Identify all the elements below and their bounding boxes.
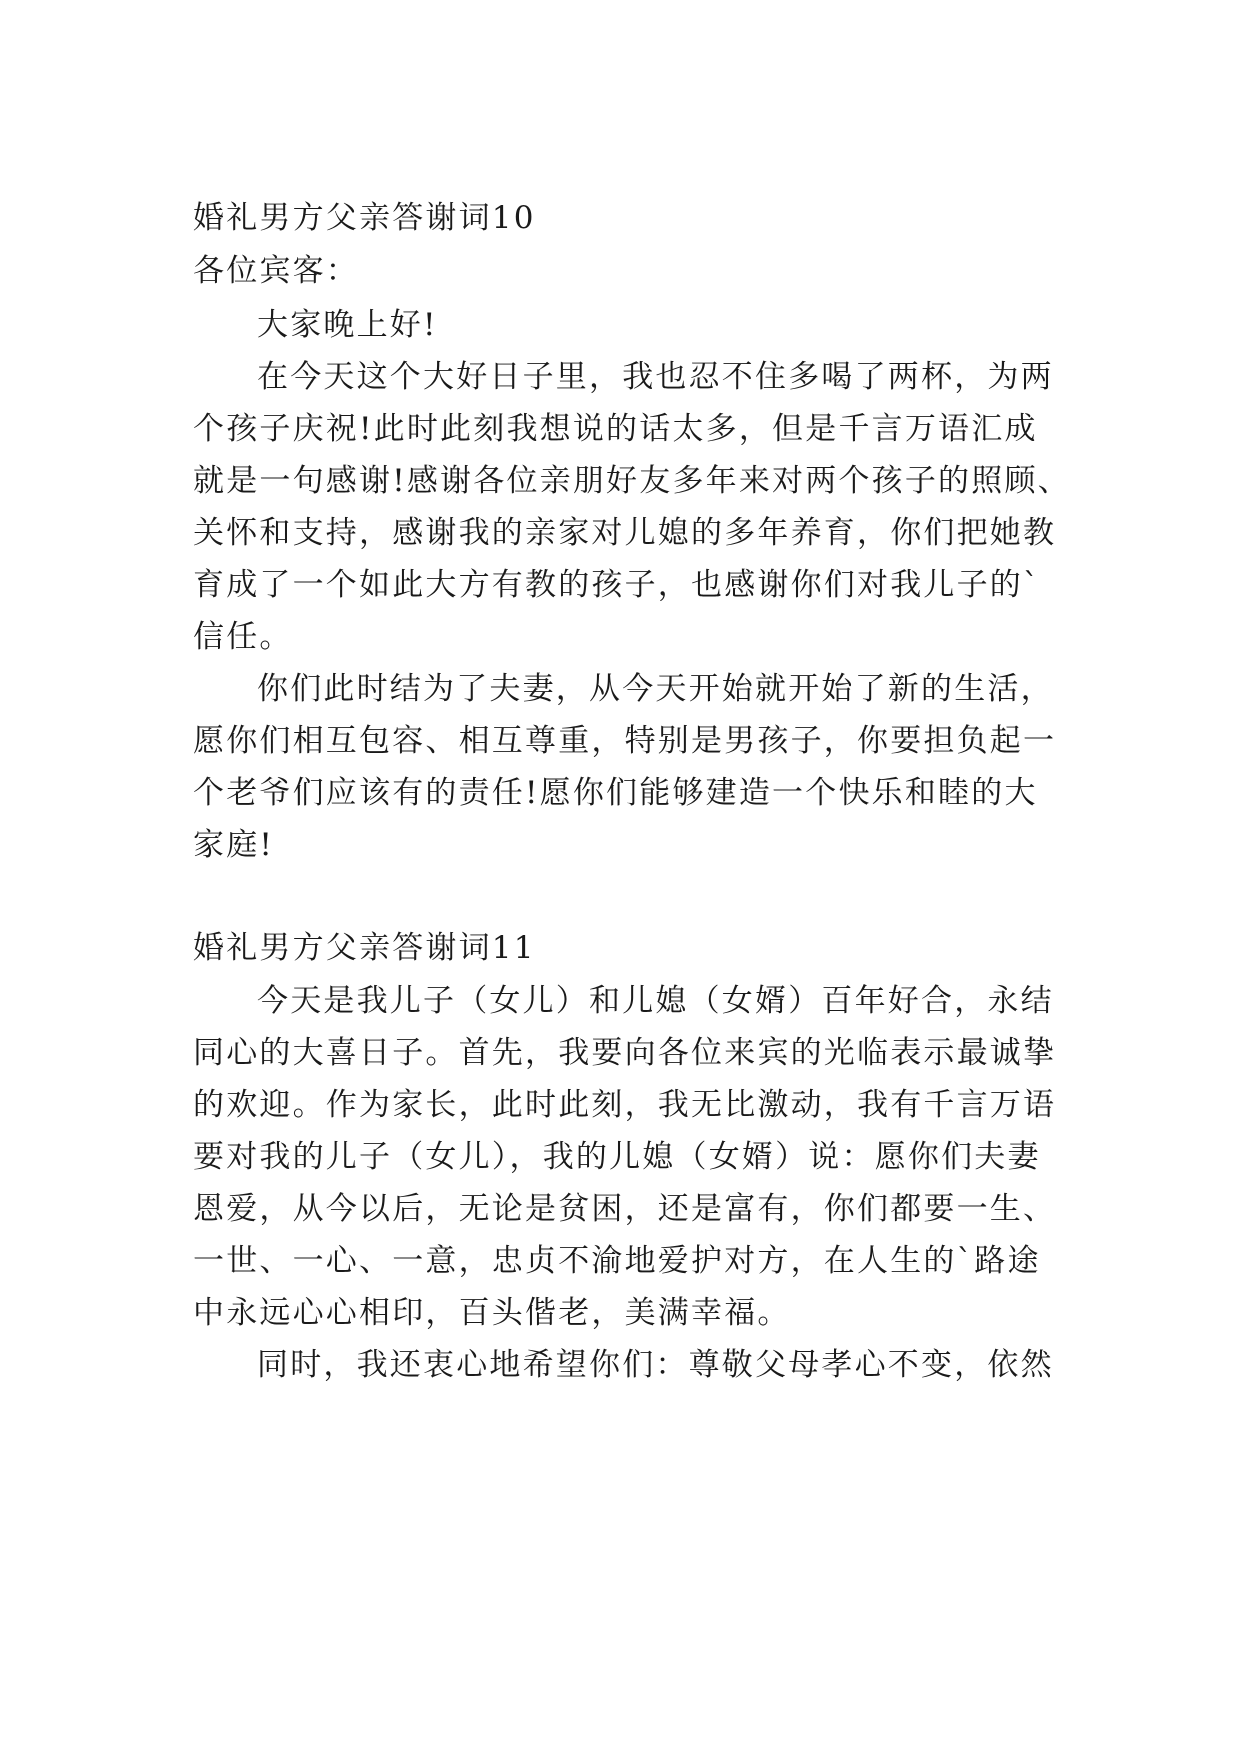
section-title: 婚礼男方父亲答谢词11 — [193, 930, 536, 966]
paragraph-line: 今天是我儿子（女儿）和儿媳（女婿）百年好合，永结 — [257, 983, 1054, 1019]
greeting: 各位宾客： — [193, 253, 359, 289]
section-title: 婚礼男方父亲答谢词10 — [193, 200, 536, 236]
paragraph-line: 中永远心心相印，百头偕老，美满幸福。 — [193, 1295, 791, 1331]
paragraph-line: 恩爱，从今以后，无论是贫困，还是富有，你们都要一生、 — [193, 1191, 1057, 1227]
paragraph-line: 在今天这个大好日子里，我也忍不住多喝了两杯，为两 — [257, 359, 1054, 395]
paragraph-line: 个老爷们应该有的责任!愿你们能够建造一个快乐和睦的大 — [193, 775, 1038, 811]
paragraph-line: 一世、一心、一意，忠贞不渝地爱护对方，在人生的`路途 — [193, 1243, 1041, 1279]
paragraph-line: 要对我的儿子（女儿），我的儿媳（女婿）说：愿你们夫妻 — [193, 1139, 1041, 1175]
paragraph-line: 大家晚上好! — [257, 307, 438, 343]
paragraph-line: 家庭! — [193, 827, 275, 863]
paragraph-line: 的欢迎。作为家长，此时此刻，我无比激动，我有千言万语 — [193, 1087, 1057, 1123]
paragraph-line: 同心的大喜日子。首先，我要向各位来宾的光临表示最诚挚 — [193, 1035, 1057, 1071]
paragraph-line: 关怀和支持，感谢我的亲家对儿媳的多年养育，你们把她教 — [193, 515, 1057, 551]
paragraph-line: 信任。 — [193, 619, 293, 655]
paragraph-line: 育成了一个如此大方有教的孩子，也感谢你们对我儿子的` — [193, 567, 1041, 603]
paragraph-line: 你们此时结为了夫妻，从今天开始就开始了新的生活， — [257, 671, 1054, 707]
paragraph-line: 个孩子庆祝!此时此刻我想说的话太多，但是千言万语汇成 — [193, 411, 1038, 447]
paragraph-line: 就是一句感谢!感谢各位亲朋好友多年来对两个孩子的照顾、 — [193, 463, 1071, 499]
paragraph-line: 同时，我还衷心地希望你们：尊敬父母孝心不变，依然 — [257, 1347, 1054, 1383]
paragraph-line: 愿你们相互包容、相互尊重，特别是男孩子，你要担负起一 — [193, 723, 1057, 759]
